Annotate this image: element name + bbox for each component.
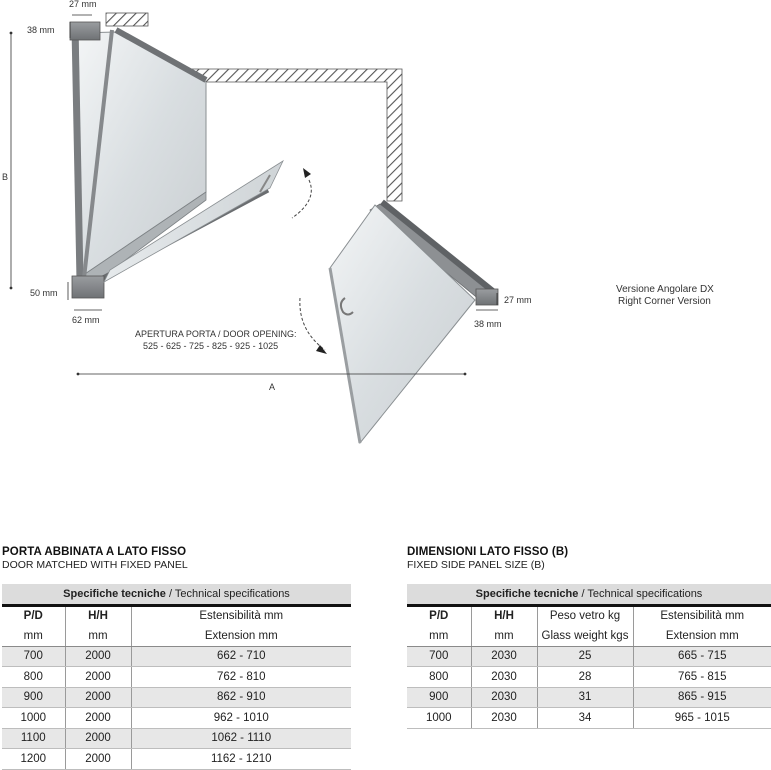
label-38mm-left: 38 mm [27,25,55,35]
header-rest: / Technical specifications [165,587,290,600]
cell-ext: 665 - 715 [633,646,771,667]
cell-ext: 962 - 1010 [131,708,351,729]
col-hh-label: H/H [65,605,131,626]
cell-hh: 2000 [65,687,131,708]
cell-pd: 1000 [2,708,65,729]
col-pd-label: P/D [2,605,65,626]
table-row [2,728,351,749]
cell-pd: 800 [407,667,471,688]
col-pd-label: P/D [407,605,471,626]
cell-hh: 2000 [65,667,131,688]
version-english: Right Corner Version [618,296,711,307]
table-row [407,667,771,688]
cell-ext: 1062 - 1110 [131,728,351,749]
cell-hh: 2030 [471,687,537,708]
column-labels-row [2,605,351,626]
door-opening-values: 525 - 625 - 725 - 825 - 925 - 1025 [143,341,279,351]
col-weight-label: Peso vetro kg [537,605,633,626]
label-27mm-top: 27 mm [69,0,97,9]
unit-hh: mm [471,626,537,646]
cell-hh: 2000 [65,728,131,749]
cell-pd: 700 [2,646,65,667]
right-section-title: DIMENSIONI LATO FISSO (B) [407,546,569,558]
col-ext-label: Estensibilità mm [199,610,284,623]
unit-hh: mm [65,626,131,646]
cell-weight: 31 [537,687,633,708]
table-header [2,584,351,605]
cell-ext: 662 - 710 [131,646,351,667]
cell-ext: 1162 - 1210 [131,749,351,770]
left-section-title: PORTA ABBINATA A LATO FISSO [2,546,187,558]
cell-ext: 762 - 810 [131,667,351,688]
col-hh-label: H/H [471,605,537,626]
table-row [407,687,771,708]
cell-pd: 1000 [407,708,471,729]
door-opening-label: APERTURA PORTA / DOOR OPENING: [135,329,297,339]
cell-weight: 25 [537,646,633,667]
label-a: A [269,382,276,392]
cell-pd: 800 [2,667,65,688]
unit-ext: Extension mm [633,626,771,646]
right-spec-table [407,584,771,729]
cell-hh: 2000 [65,708,131,729]
table-row [2,646,351,667]
unit-pd: mm [2,626,65,646]
cell-hh: 2000 [65,749,131,770]
label-50mm: 50 mm [30,288,58,298]
cell-hh: 2030 [471,708,537,729]
cell-hh: 2030 [471,667,537,688]
cell-hh: 2000 [65,646,131,667]
header-bold: Specifiche tecniche [475,587,579,600]
header-bold: Specifiche tecniche [63,587,166,600]
table-row [2,687,351,708]
door-opening-arrows [292,180,325,350]
table-row [2,749,351,770]
cell-pd: 700 [407,646,471,667]
column-units-row [2,626,351,646]
column-units-row [407,626,771,646]
label-b: B [2,172,9,182]
left-spec-section [2,546,351,770]
header-rest: / Technical specifications [578,587,703,600]
right-spec-section [407,546,771,729]
label-62mm: 62 mm [72,315,100,325]
unit-pd: mm [407,626,471,646]
cell-pd: 1100 [2,728,65,749]
cell-weight: 28 [537,667,633,688]
cell-pd: 1200 [2,749,65,770]
left-section-subtitle: DOOR MATCHED WITH FIXED PANEL [2,559,188,571]
cell-ext: 765 - 815 [633,667,771,688]
table-row [2,667,351,688]
table-row [2,708,351,729]
fixed-glass-panel [70,22,268,298]
table-row [407,708,771,729]
header-cell [407,584,771,605]
cell-hh: 2030 [471,646,537,667]
cell-weight: 34 [537,708,633,729]
arrow-head-top-icon [303,168,311,178]
unit-weight: Glass weight kgs [537,626,633,646]
left-spec-table [2,584,351,770]
cell-ext: 965 - 1015 [633,708,771,729]
label-38mm-right: 38 mm [474,319,502,329]
table-row [407,646,771,667]
label-27mm-right: 27 mm [504,295,532,305]
unit-ext: Extension mm [131,626,351,646]
col-ext-label: Estensibilità mm [660,610,745,623]
table-header [407,584,771,605]
header-cell [2,584,351,605]
cell-ext: 865 - 915 [633,687,771,708]
arrow-head-bottom-icon [316,345,327,354]
version-italian: Versione Angolare DX [616,284,714,295]
cell-pd: 900 [2,687,65,708]
right-glass-panel [330,202,498,443]
cell-ext: 862 - 910 [131,687,351,708]
right-section-subtitle: FIXED SIDE PANEL SIZE (B) [407,559,545,571]
column-labels-row [407,605,771,626]
cell-pd: 900 [407,687,471,708]
